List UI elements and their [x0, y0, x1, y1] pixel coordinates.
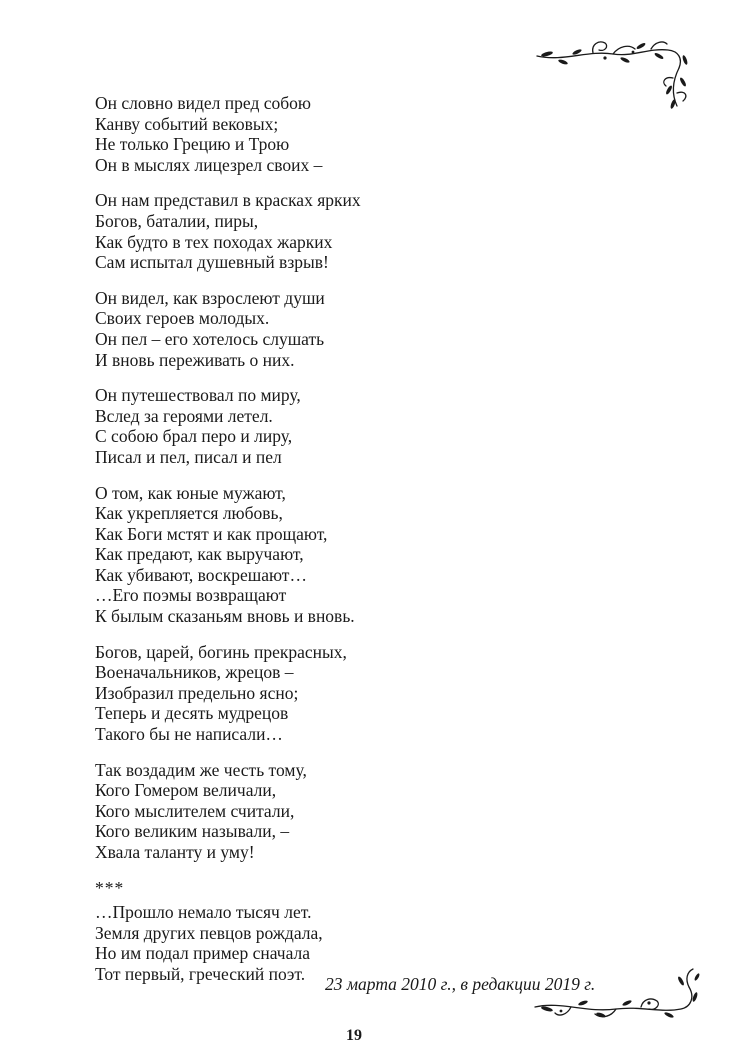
- poem-line: Как будто в тех походах жарких: [95, 231, 333, 252]
- poem-line: Тот первый, греческий поэт.: [95, 963, 306, 984]
- stanza-3: [95, 288, 655, 370]
- poem-line: Не только Грецию и Трою: [95, 134, 290, 155]
- stanza-4: [95, 385, 655, 467]
- poem-line: …Прошло немало тысяч лет.: [95, 902, 312, 923]
- poem-line: Писал и пел, писал и пел: [95, 446, 282, 467]
- poem-line: С собою брал перо и лиру,: [95, 426, 293, 447]
- poem-line: Он путешествовал по миру,: [95, 385, 301, 406]
- poem-line: Канву событий вековых;: [95, 113, 279, 134]
- poem-line: Но им подал пример сначала: [95, 943, 310, 964]
- poem-line: Кого мыслителем считали,: [95, 800, 295, 821]
- poem-line: К былым сказаньям вновь и вновь.: [95, 606, 355, 627]
- poem-line: Изобразил предельно ясно;: [95, 682, 299, 703]
- page-number: 19: [346, 1027, 362, 1044]
- poem-line: …Его поэмы возвращают: [95, 585, 287, 606]
- poem-line: Он видел, как взрослеют души: [95, 287, 325, 308]
- poem-line: Своих героев молодых.: [95, 308, 270, 329]
- poem-line: Земля других певцов рождала,: [95, 922, 323, 943]
- date-signature: 23 марта 2010 г., в редакции 2019 г.: [325, 974, 596, 994]
- stanza-2: [95, 190, 655, 272]
- poem-line: Вслед за героями летел.: [95, 405, 273, 426]
- poem-line: Как укрепляется любовь,: [95, 503, 283, 524]
- poem-line: О том, как юные мужают,: [95, 482, 286, 503]
- poem-line: Богов, баталии, пиры,: [95, 210, 259, 231]
- poem-line: Так воздадим же честь тому,: [95, 759, 307, 780]
- stanza-5: [95, 483, 655, 627]
- poem-line: Теперь и десять мудрецов: [95, 703, 289, 724]
- poem-line: Он пел – его хотелось слушать: [95, 328, 325, 349]
- poem-line: Военачальников, жрецов –: [95, 662, 294, 683]
- poem-line: Как предают, как выручают,: [95, 544, 304, 565]
- poem-line: Богов, царей, богинь прекрасных,: [95, 641, 347, 662]
- poem-line: И вновь переживать о них.: [95, 349, 295, 370]
- poem-line: Такого бы не написали…: [95, 724, 283, 745]
- floral-ornament-bottom-icon: [531, 967, 701, 1027]
- poem-line: Сам испытал душевный взрыв!: [95, 252, 329, 273]
- poem-line: Кого великим называли, –: [95, 821, 290, 842]
- stanza-6: [95, 642, 655, 745]
- poem-line: Он словно видел пред собою: [95, 93, 311, 113]
- poem-line: Он нам представил в красках ярких: [95, 190, 361, 211]
- stanza-separator: ***: [95, 877, 125, 898]
- poem-line: Кого Гомером величали,: [95, 780, 277, 801]
- poem-line: Как убивают, воскрешают…: [95, 564, 307, 585]
- stanza-7: [95, 760, 655, 863]
- poem-line: Хвала таланту и уму!: [95, 842, 255, 862]
- poem-line: Он в мыслях лицезрел своих –: [95, 154, 323, 175]
- poem-body: [95, 93, 655, 1000]
- stanza-1: [95, 93, 655, 175]
- poem-line: Как Боги мстят и как прощают,: [95, 523, 328, 544]
